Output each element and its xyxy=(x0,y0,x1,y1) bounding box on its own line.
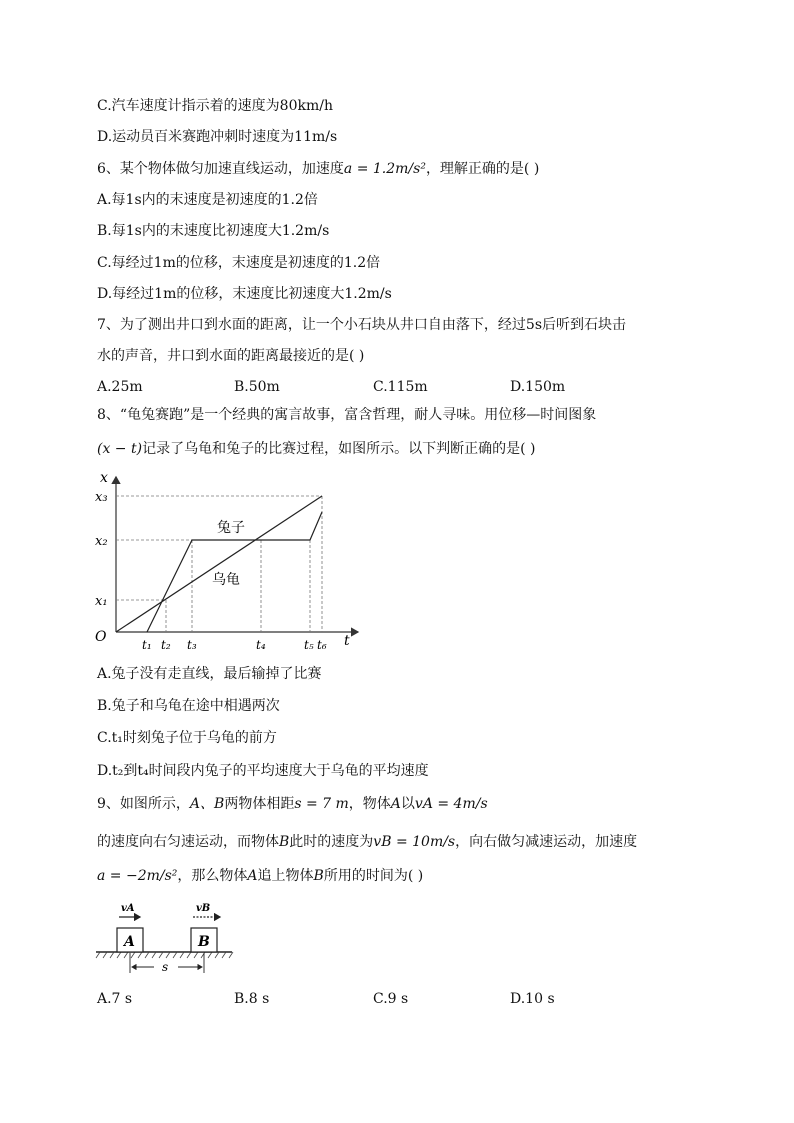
axis-label-t: t xyxy=(344,633,350,649)
q6-stem xyxy=(97,159,539,179)
q6-formula: a = 1.2m/s² xyxy=(343,161,426,177)
q8-option-d: D.t₂到t₄时间段内兔子的平均速度大于乌龟的平均速度 xyxy=(97,763,429,779)
q9-l1-mid: 两物体相距 xyxy=(224,796,295,812)
q7-stem-line2: 水的声音，井口到水面的距离最接近的是( ) xyxy=(97,348,365,364)
q9-option-c: C.9 s xyxy=(373,991,409,1007)
q8-xt-formula: (x − t) xyxy=(97,441,143,457)
s-label: s xyxy=(162,960,169,974)
vb-label: vB xyxy=(196,903,211,914)
block-a-label: A xyxy=(124,934,135,950)
tick-x1: x₁ xyxy=(95,594,108,609)
q9-l3-a: a = −2m/s² xyxy=(97,868,178,884)
block-b-label: B xyxy=(198,934,210,950)
tick-x2: x₂ xyxy=(95,534,108,549)
q8-option-c: C.t₁时刻兔子位于乌龟的前方 xyxy=(97,730,277,746)
q9-l3-mid2: 追上物体 xyxy=(257,868,314,884)
option-c-speedometer: C.汽车速度计指示着的速度为80km/h xyxy=(97,98,333,114)
q9-l3-mid: ，那么物体 xyxy=(177,868,248,884)
ab-figure xyxy=(92,897,242,977)
q7-option-c: C.115m xyxy=(373,379,428,395)
q9-l1-mid3: 以 xyxy=(400,796,415,812)
q6-suffix: ，理解正确的是( ) xyxy=(425,161,540,177)
tick-t1: t₁ xyxy=(142,638,152,652)
q6-option-d: D.每经过1m的位移，末速度比初速度大1.2m/s xyxy=(97,286,392,302)
q9-l3-A: A xyxy=(247,868,258,884)
tick-x3: x₃ xyxy=(95,490,108,505)
q9-l1-prefix: 9、如图所示， xyxy=(97,796,190,812)
q9-l1-ab: A、B xyxy=(189,796,225,812)
q9-options xyxy=(97,989,697,1009)
tick-t5: t₅ xyxy=(304,638,314,652)
q9-stem-line3 xyxy=(97,866,423,886)
q8-option-a: A.兔子没有走直线，最后输掉了比赛 xyxy=(97,666,322,682)
q9-l2-b: B xyxy=(279,834,290,850)
q9-l1-a: A xyxy=(390,796,401,812)
q9-l3-B: B xyxy=(313,868,324,884)
q9-option-d: D.10 s xyxy=(510,991,555,1007)
q9-l3-suf: 所用的时间为( ) xyxy=(323,868,424,884)
q8-line2-text: 记录了乌龟和兔子的比赛过程，如图所示。以下判断正确的是( ) xyxy=(142,441,536,457)
q9-l1-va: vA = 4m/s xyxy=(414,796,488,812)
q7-option-b: B.50m xyxy=(234,379,280,395)
q9-l1-mid2: ，物体 xyxy=(348,796,391,812)
q7-stem-line1: 7、为了测出井口到水面的距离，让一个小石块从井口自由落下，经过5s后听到石块击 xyxy=(97,317,626,333)
va-label: vA xyxy=(121,903,135,914)
q9-stem-line1 xyxy=(97,794,488,814)
q8-stem-line2 xyxy=(97,439,535,459)
q9-stem-line2 xyxy=(97,832,637,852)
q6-option-a: A.每1s内的末速度是初速度的1.2倍 xyxy=(97,192,318,208)
origin-label: O xyxy=(95,629,107,645)
tick-t6: t₆ xyxy=(317,638,327,652)
q9-l2-pre: 的速度向右匀速运动，而物体 xyxy=(97,834,279,850)
q6-option-c: C.每经过1m的位移，末速度是初速度的1.2倍 xyxy=(97,255,381,271)
q9-option-a: A.7 s xyxy=(97,991,133,1007)
q7-option-a: A.25m xyxy=(97,379,143,395)
xt-graph xyxy=(90,465,370,660)
q6-option-b: B.每1s内的末速度比初速度大1.2m/s xyxy=(97,223,330,239)
q6-prefix: 6、某个物体做匀加速直线运动，加速度 xyxy=(97,161,344,177)
q9-l2-vb: vB = 10m/s xyxy=(373,834,456,850)
axis-label-x: x xyxy=(100,470,108,486)
option-d-sprinter: D.运动员百米赛跑冲刺时速度为11m/s xyxy=(97,129,338,145)
q9-l2-suf: ，向右做匀减速运动，加速度 xyxy=(455,834,638,850)
q7-option-d: D.150m xyxy=(510,379,566,395)
q7-options xyxy=(97,377,697,397)
rabbit-label: 兔子 xyxy=(217,520,245,536)
q9-l2-mid: 此时的速度为 xyxy=(289,834,374,850)
tortoise-label: 乌龟 xyxy=(212,572,240,588)
tick-t4: t₄ xyxy=(256,638,266,652)
tick-t2: t₂ xyxy=(161,638,171,652)
q8-option-b: B.兔子和乌龟在途中相遇两次 xyxy=(97,698,280,714)
tick-t3: t₃ xyxy=(187,638,197,652)
tortoise-line xyxy=(116,496,322,632)
q9-option-b: B.8 s xyxy=(234,991,270,1007)
q8-stem-line1: 8、“龟兔赛跑”是一个经典的寓言故事，富含哲理，耐人寻味。用位移—时间图象 xyxy=(97,407,597,423)
q9-l1-s: s = 7 m xyxy=(294,796,349,812)
